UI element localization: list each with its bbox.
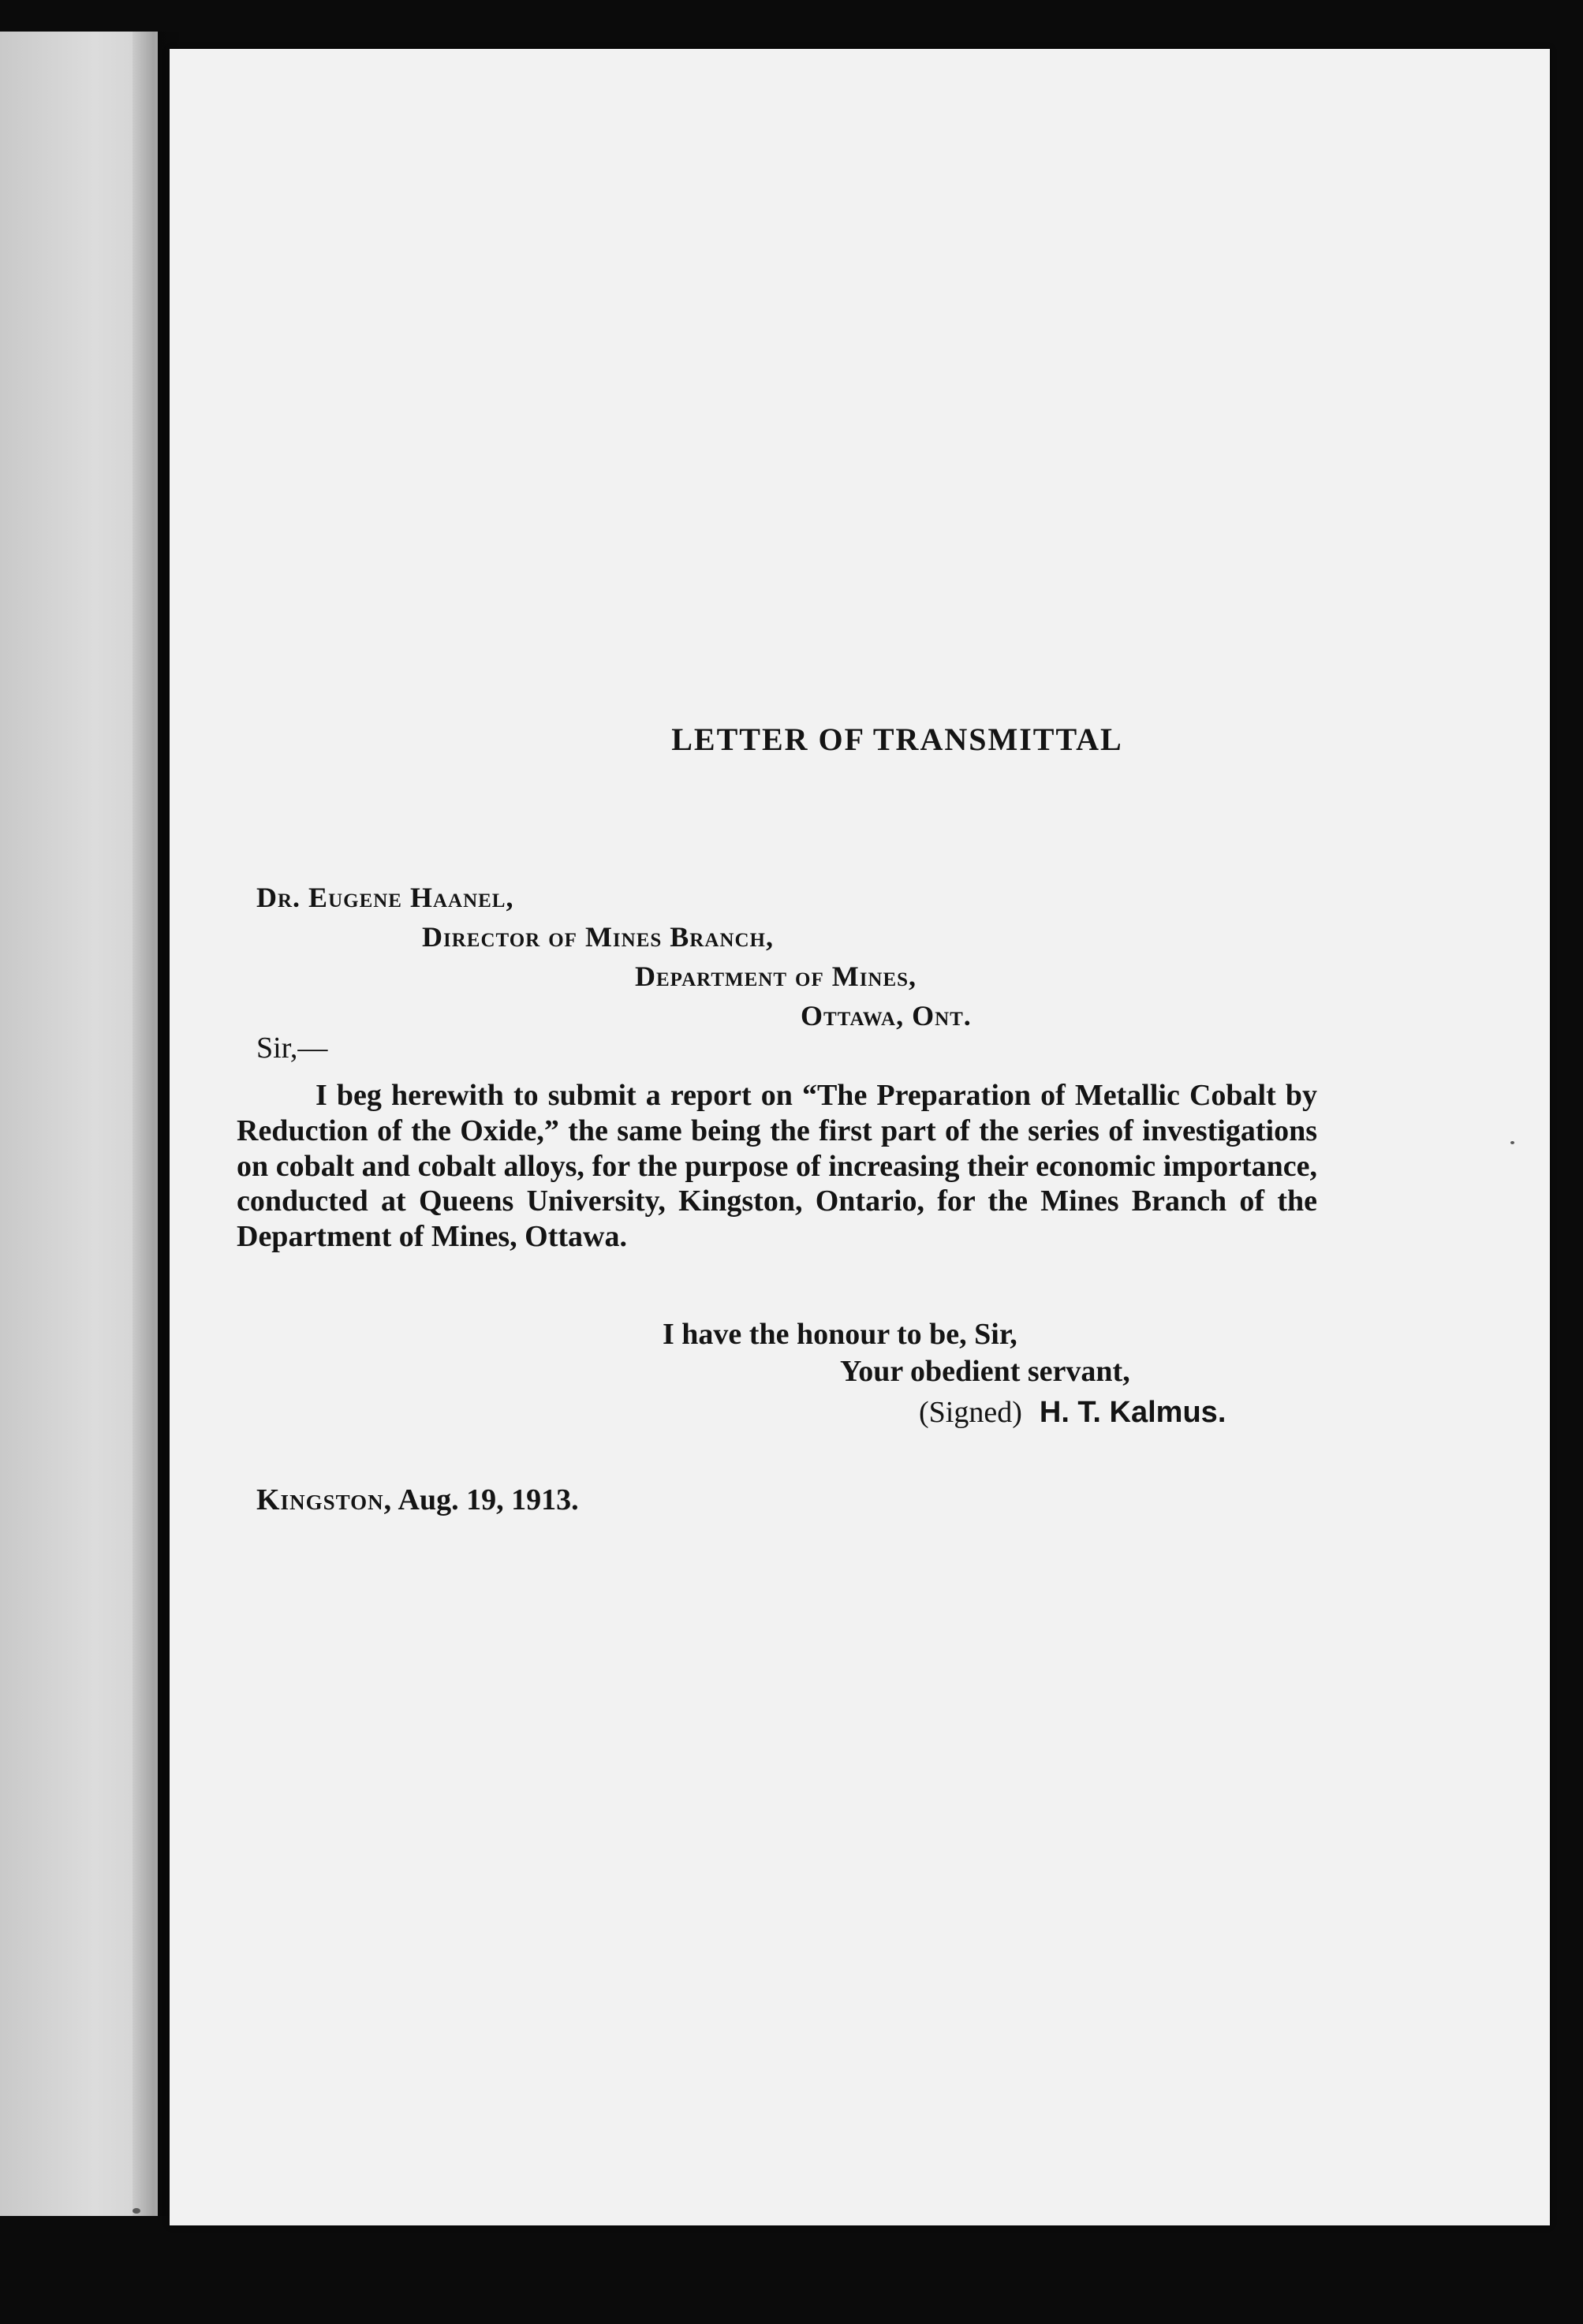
closing-line-2: Your obedient servant, <box>840 1355 1130 1388</box>
address-line-4: Ottawa, Ont. <box>801 1000 972 1031</box>
place-and-date <box>256 1483 579 1517</box>
address-line-1: Dr. Eugene Haanel, <box>256 882 514 913</box>
letter-body: I beg herewith to submit a report on “The Preparation of Metallic Cobalt by Reduction of the Oxide,” the same being the first part of the series of investigations on cobalt and cobalt alloys, for the purpose of increasing their economic importance, conducted at Queens University, Kingston, Ontario, for the Mines Branch of the Department of Mines, Ottawa. <box>237 1079 1317 1254</box>
address-line-2: Director of Mines Branch, <box>422 921 774 953</box>
letter-title: LETTER OF TRANSMITTAL <box>671 722 1123 757</box>
scan-speck <box>1510 1141 1514 1144</box>
scan-speck <box>133 2208 140 2214</box>
letter-page <box>170 49 1550 2225</box>
address-line-3: Department of Mines, <box>635 961 917 992</box>
closing-line-1: I have the honour to be, Sir, <box>663 1318 1017 1351</box>
date: Aug. 19, 1913. <box>398 1483 579 1516</box>
salutation: Sir,— <box>256 1031 328 1065</box>
signer-name: H. T. Kalmus. <box>1039 1396 1226 1429</box>
place: Kingston, <box>256 1483 393 1516</box>
signed-label: (Signed) <box>919 1396 1022 1429</box>
signature-line <box>919 1395 1226 1430</box>
